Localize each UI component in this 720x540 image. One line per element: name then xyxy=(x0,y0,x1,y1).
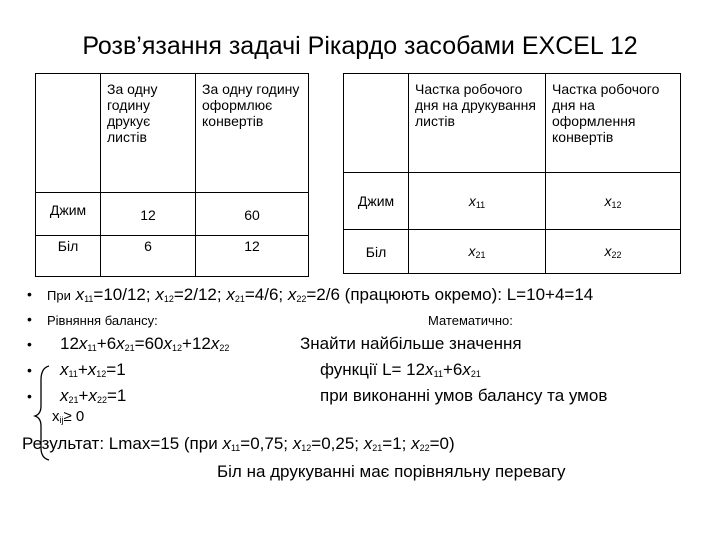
initial-solution-line: При $x_{11}=10/12$; $x_{12}=2/12$; $x_{21}=4/6$; $x_{22}=2/6$ (працюють окремо): L=10+4=14 xyxy=(47,285,594,304)
table-cell: 12 xyxy=(101,193,196,236)
math-label: Математично: xyxy=(428,313,513,328)
bullet-icon: • xyxy=(27,311,32,327)
table-row xyxy=(344,173,681,230)
objective-text: Знайти найбільше значення xyxy=(300,334,522,353)
constraint-jim: $x_{11}+x_{12}=1$ xyxy=(60,360,126,379)
table-cell: $x_{21}$ xyxy=(409,230,546,274)
bullet-icon: • xyxy=(27,388,32,404)
productivity-table xyxy=(35,73,309,277)
bullet-icon: • xyxy=(27,286,32,302)
header-cell: Частка робочого дня на оформлення конвертів xyxy=(546,74,681,173)
table-row xyxy=(36,193,309,236)
empty-corner-cell xyxy=(344,74,409,173)
table-cell: 6 xyxy=(101,236,196,277)
row-label: Джим xyxy=(36,193,101,236)
table-header-row xyxy=(344,74,681,173)
header-cell: Частка робочого дня на друкування листів xyxy=(409,74,546,173)
table-cell: $x_{12}$ xyxy=(546,173,681,230)
work-share-table xyxy=(343,73,681,274)
conditions-text: при виконанні умов балансу та умов xyxy=(320,386,608,405)
table-cell: $x_{22}$ xyxy=(546,230,681,274)
row-label: Біл xyxy=(344,230,409,274)
table-row xyxy=(344,230,681,274)
constraint-bill: $x_{21}+x_{22}=1$ xyxy=(60,386,127,405)
bullet-icon: • xyxy=(27,336,32,352)
balance-equation: $12x_{11}+6x_{21}=60x_{12}+12x_{22}$ xyxy=(60,334,230,353)
slide-title: Розв’язання задачі Рікардо засобами EXCEL 12 xyxy=(82,32,638,60)
conclusion-line: Біл на друкуванні має порівняльну перевагу xyxy=(217,462,566,481)
empty-corner-cell xyxy=(36,74,101,193)
table-cell: 12 xyxy=(196,236,309,277)
header-cell: За одну годину оформлює конвертів xyxy=(196,74,309,193)
table-cell: $x_{11}$ xyxy=(409,173,546,230)
table-row xyxy=(36,236,309,277)
header-cell: За одну годину друкує листів xyxy=(101,74,196,193)
row-label: Біл xyxy=(36,236,101,277)
nonnegativity-constraint: $x_{ij}\ge 0$ xyxy=(52,408,85,425)
objective-function: функції $L= 12x_{11}+6x_{21}$ xyxy=(320,360,481,379)
table-cell: 60 xyxy=(196,193,309,236)
balance-label: Рівняння балансу: xyxy=(47,313,158,328)
result-line: Результат: Lmax=15 (при $x_{11}=0,75$; $x_{12}=0,25$; $x_{21}=1$; $x_{22}=0$) xyxy=(22,434,455,453)
bullet-icon: • xyxy=(27,362,32,378)
row-label: Джим xyxy=(344,173,409,230)
table-header-row xyxy=(36,74,309,193)
